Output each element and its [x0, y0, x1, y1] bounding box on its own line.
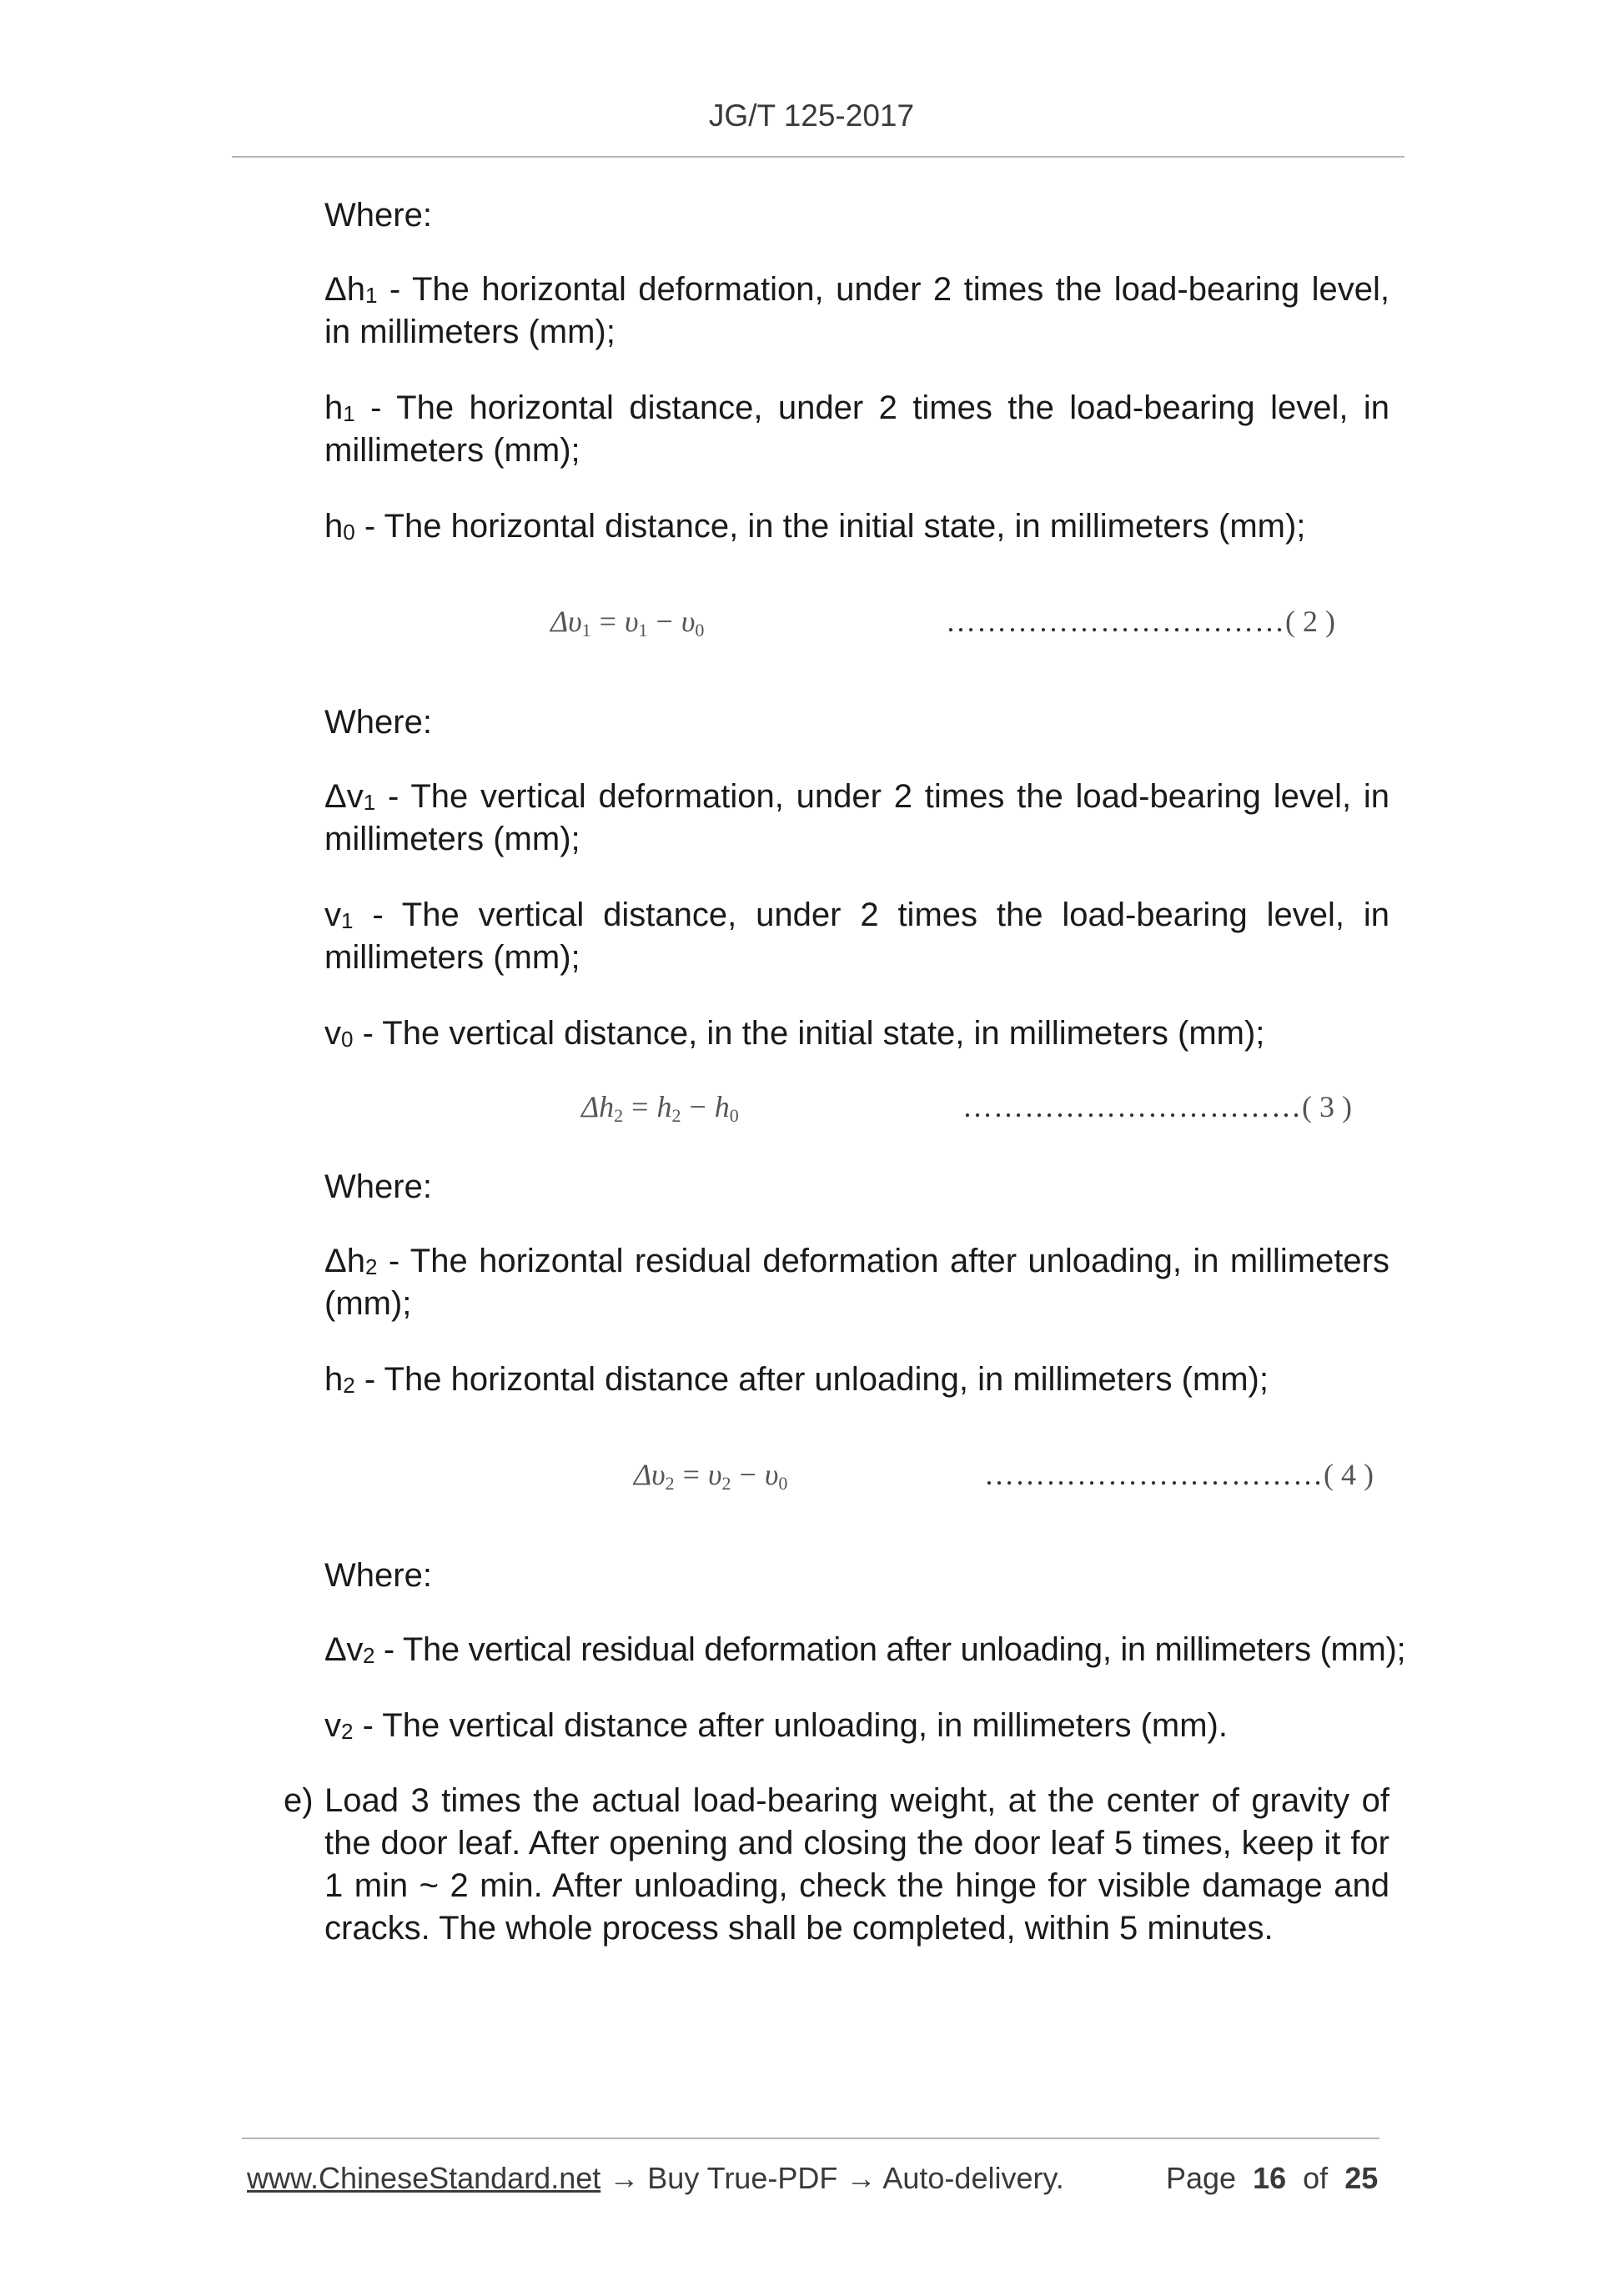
definition-h0	[324, 505, 1305, 548]
formula-term-subscript: 0	[695, 620, 705, 641]
definition-text: - The horizontal distance after unloading, in millimeters (mm);	[354, 1361, 1269, 1398]
definition-text: - The horizontal deformation, under 2 times the load-bearing level, in millimeters (mm);	[324, 271, 1389, 350]
symbol-subscript: 2	[341, 1719, 354, 1744]
leader-dots: ……………………………	[962, 1090, 1302, 1123]
symbol-subscript: 1	[343, 401, 355, 426]
equation-number: ( 2 )	[1285, 605, 1335, 638]
where-label-2: Where:	[324, 704, 432, 741]
definition-text: - The vertical deformation, under 2 times the load-bearing level, in millimeters (mm);	[324, 778, 1389, 857]
definition-v2	[324, 1705, 1228, 1747]
definition-v0	[324, 1012, 1264, 1055]
where-label-1: Where:	[324, 197, 432, 234]
symbol: Δh	[324, 271, 365, 308]
definition-dv1	[324, 776, 1389, 861]
formula-lhs: Δυ	[634, 1458, 666, 1491]
formula-term: h	[714, 1090, 730, 1123]
symbol: h	[324, 508, 344, 545]
symbol-subscript: 2	[363, 1643, 375, 1668]
definition-text: - The horizontal distance, in the initial state, in millimeters (mm);	[354, 508, 1306, 545]
minus-sign: −	[739, 1458, 756, 1491]
leader-dots: ……………………………	[946, 605, 1285, 638]
arrow-icon: →	[609, 2161, 640, 2195]
equation-number-2	[946, 604, 1335, 639]
equals-sign: =	[631, 1090, 649, 1123]
header-rule	[232, 156, 1404, 158]
page-number	[1166, 2161, 1378, 2196]
formula-term: υ	[707, 1458, 722, 1491]
equation-number: ( 4 )	[1324, 1458, 1374, 1491]
definition-h1	[324, 387, 1389, 472]
definition-text: - The horizontal distance, under 2 times the load-bearing level, in millimeters (mm);	[324, 389, 1389, 469]
where-label-3: Where:	[324, 1168, 432, 1205]
formula-3	[581, 1089, 739, 1124]
equals-sign: =	[599, 605, 616, 638]
total-pages: 25	[1344, 2161, 1379, 2195]
equals-sign: =	[682, 1458, 700, 1491]
formula-lhs: Δh	[581, 1090, 615, 1123]
definition-text: - The vertical distance after unloading, in millimeters (mm).	[353, 1707, 1228, 1744]
formula-term-subscript: 1	[638, 620, 648, 641]
formula-lhs-subscript: 1	[581, 620, 591, 641]
website-link[interactable]: www.ChineseStandard.net	[247, 2161, 601, 2195]
symbol: Δv	[324, 778, 364, 815]
definition-dv2	[324, 1629, 1405, 1671]
formula-term-subscript: 2	[671, 1105, 681, 1126]
definition-v1	[324, 894, 1389, 979]
formula-lhs-subscript: 2	[665, 1473, 675, 1494]
symbol-subscript: 0	[341, 1027, 354, 1052]
definition-text: - The horizontal residual deformation after unloading, in millimeters (mm);	[324, 1243, 1389, 1322]
symbol-subscript: 1	[363, 790, 376, 815]
equation-number-4	[984, 1457, 1374, 1492]
symbol: h	[324, 1361, 344, 1398]
footer-promo	[247, 2161, 1064, 2196]
current-page: 16	[1253, 2161, 1287, 2195]
equation-number-3	[962, 1089, 1352, 1124]
where-label-4: Where:	[324, 1557, 432, 1594]
definition-text: - The vertical distance, in the initial state, in millimeters (mm);	[353, 1015, 1265, 1052]
symbol: Δh	[324, 1243, 365, 1279]
leader-dots: ……………………………	[984, 1458, 1324, 1491]
symbol: Δv	[324, 1631, 364, 1668]
buy-text: Buy True-PDF	[647, 2161, 838, 2195]
definition-text: - The vertical residual deformation after unloading, in millimeters (mm);	[374, 1631, 1406, 1668]
formula-term-subscript: 2	[721, 1473, 731, 1494]
definition-text: - The vertical distance, under 2 times the load-bearing level, in millimeters (mm);	[324, 897, 1389, 976]
symbol: v	[324, 1707, 341, 1744]
formula-4	[634, 1457, 787, 1492]
equation-number: ( 3 )	[1302, 1090, 1352, 1123]
formula-term-subscript: 0	[729, 1105, 739, 1126]
symbol: v	[324, 1015, 341, 1052]
formula-term: υ	[764, 1458, 779, 1491]
page-word: Page	[1166, 2161, 1237, 2195]
symbol-subscript: 2	[364, 1254, 378, 1279]
list-item-label: e)	[284, 1782, 314, 1819]
definition-h2	[324, 1359, 1269, 1401]
arrow-icon: →	[846, 2161, 877, 2195]
minus-sign: −	[656, 605, 673, 638]
minus-sign: −	[689, 1090, 706, 1123]
formula-term: υ	[681, 605, 696, 638]
header-title: JG/T 125-2017	[708, 98, 915, 133]
symbol: v	[324, 897, 341, 933]
list-item-text: Load 3 times the actual load-bearing weight, at the center of gravity of the door leaf. After opening and closing the door leaf 5 times, keep it for 1 min ~ 2 min. After unloading, check the hinge for visible damage and cracks. The whole process shall be completed, within 5 minutes.	[324, 1782, 1389, 1947]
footer-rule	[242, 2138, 1379, 2139]
symbol: h	[324, 389, 344, 426]
formula-lhs: Δυ	[550, 605, 582, 638]
symbol-subscript: 2	[343, 1373, 355, 1398]
symbol-subscript: 1	[341, 908, 354, 933]
formula-term: υ	[624, 605, 639, 638]
definition-dh1	[324, 269, 1389, 354]
definition-dh2	[324, 1240, 1389, 1325]
formula-term-subscript: 0	[778, 1473, 788, 1494]
of-word: of	[1303, 2161, 1329, 2195]
formula-term: h	[656, 1090, 672, 1123]
symbol-subscript: 1	[364, 283, 378, 308]
formula-2	[550, 604, 704, 639]
symbol-subscript: 0	[343, 520, 355, 545]
formula-lhs-subscript: 2	[614, 1105, 624, 1126]
delivery-text: Auto-delivery.	[882, 2161, 1064, 2195]
